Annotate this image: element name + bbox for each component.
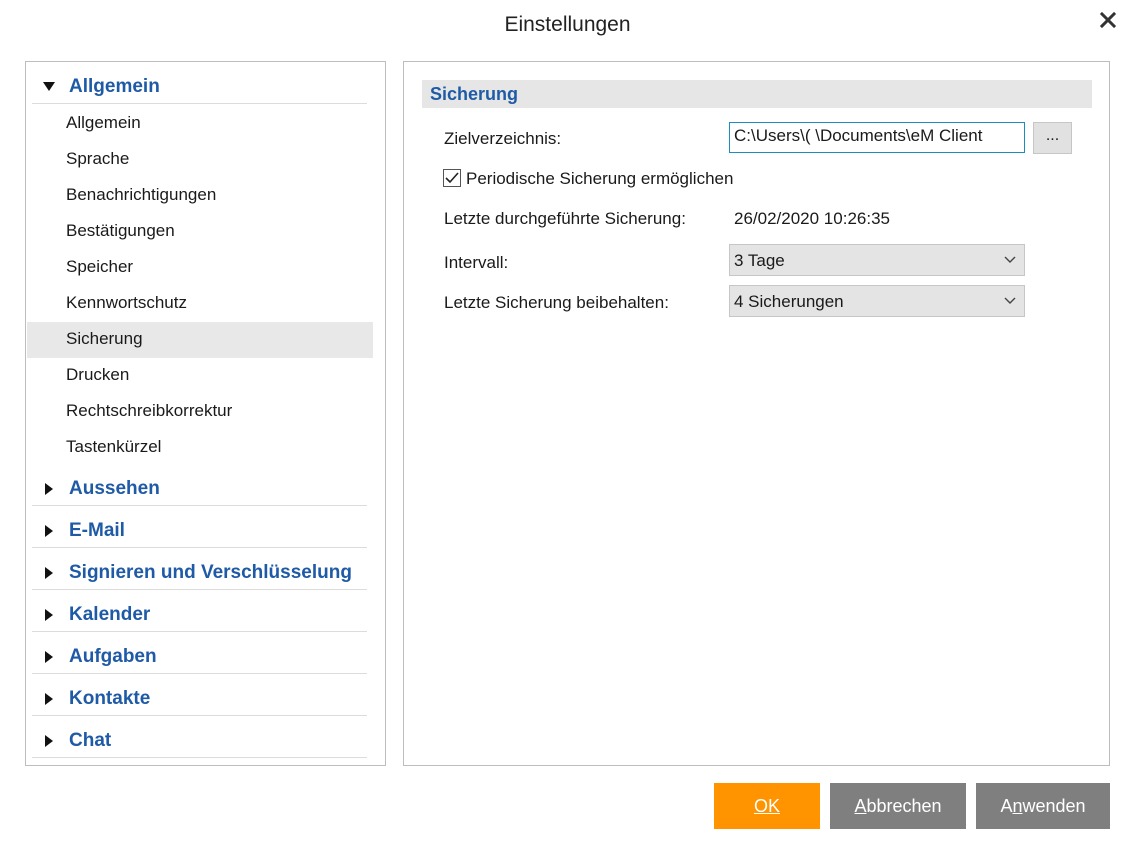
section-title: Sicherung: [430, 84, 519, 104]
cancel-mnemonic: A: [854, 795, 867, 816]
nav-item-bestaetigungen[interactable]: [27, 214, 373, 250]
nav-group-aussehen[interactable]: [32, 464, 367, 506]
ok-button[interactable]: [714, 783, 820, 829]
cancel-button[interactable]: [830, 783, 966, 829]
interval-value: 3 Tage: [734, 251, 785, 270]
interval-label: Intervall:: [444, 253, 509, 272]
nav-item-allgemein[interactable]: [27, 106, 373, 142]
target-dir-input[interactable]: C:\Users\( \Documents\eM Client: [729, 122, 1025, 153]
close-icon: [1100, 12, 1116, 28]
window-title: Einstellungen: [504, 13, 631, 36]
triangle-right-icon: [42, 524, 56, 538]
nav-item-sprache[interactable]: [27, 142, 373, 178]
keep-backups-label: Letzte Sicherung beibehalten:: [444, 293, 669, 312]
close-button[interactable]: [1097, 9, 1119, 31]
nav-item-label: Drucken: [66, 365, 130, 384]
apply-mnemonic: n: [1012, 795, 1023, 816]
nav-group-aufgaben[interactable]: [32, 632, 367, 674]
nav-item-sicherung[interactable]: [27, 322, 373, 358]
nav-item-drucken[interactable]: [27, 358, 373, 394]
nav-group-kalender[interactable]: [32, 590, 367, 632]
triangle-right-icon: [42, 650, 56, 664]
nav-item-label: Rechtschreibkorrektur: [66, 401, 233, 420]
nav-item-label: Speicher: [66, 257, 134, 276]
nav-item-label: Allgemein: [66, 113, 141, 132]
nav-group-label: E-Mail: [69, 520, 125, 541]
nav-item-kennwortschutz[interactable]: [27, 286, 373, 322]
nav-item-tastenkuerzel[interactable]: [27, 430, 373, 466]
periodic-backup-label[interactable]: Periodische Sicherung ermöglichen: [466, 169, 734, 188]
cancel-button-label: bbrechen: [866, 795, 942, 816]
apply-button-label: wenden: [1022, 795, 1086, 816]
ok-button-label: OK: [753, 795, 780, 816]
nav-group-label: Aufgaben: [69, 646, 157, 667]
settings-content-panel: [403, 61, 1110, 766]
nav-group-email[interactable]: [32, 506, 367, 548]
nav-item-label: Bestätigungen: [66, 221, 175, 240]
triangle-right-icon: [42, 734, 56, 748]
settings-nav-panel: [25, 61, 386, 766]
nav-item-label: Kennwortschutz: [66, 293, 187, 312]
triangle-right-icon: [42, 482, 56, 496]
nav-group-chat[interactable]: [32, 716, 367, 758]
nav-group-label: Allgemein: [69, 76, 160, 97]
title-bar: [0, 0, 1135, 50]
nav-item-speicher[interactable]: [27, 250, 373, 286]
triangle-right-icon: [42, 608, 56, 622]
section-header: [422, 80, 1092, 108]
nav-item-label: Sicherung: [66, 329, 143, 348]
last-backup-value: 26/02/2020 10:26:35: [734, 209, 890, 228]
interval-select[interactable]: [729, 244, 1025, 276]
apply-button[interactable]: [976, 783, 1110, 829]
nav-item-label: Tastenkürzel: [66, 437, 162, 456]
target-dir-label: Zielverzeichnis:: [444, 129, 562, 148]
nav-group-kontakte[interactable]: [32, 674, 367, 716]
triangle-right-icon: [42, 692, 56, 706]
nav-item-rechtschreibkorrektur[interactable]: [27, 394, 373, 430]
triangle-right-icon: [42, 566, 56, 580]
nav-item-label: Benachrichtigungen: [66, 185, 217, 204]
triangle-down-icon: [42, 80, 56, 94]
nav-group-label: Signieren und Verschlüsselung: [69, 562, 352, 583]
last-backup-label: Letzte durchgeführte Sicherung:: [444, 209, 686, 228]
nav-group-label: Kalender: [69, 604, 151, 625]
keep-backups-value: 4 Sicherungen: [734, 292, 844, 311]
browse-button[interactable]: ...: [1033, 122, 1072, 154]
nav-group-allgemein[interactable]: [32, 62, 367, 104]
chevron-down-icon: [1004, 296, 1016, 306]
keep-backups-select[interactable]: [729, 285, 1025, 317]
periodic-backup-checkbox[interactable]: [443, 169, 461, 187]
chevron-down-icon: [1004, 255, 1016, 265]
nav-group-signieren[interactable]: [32, 548, 367, 590]
nav-item-label: Sprache: [66, 149, 130, 168]
nav-group-label: Kontakte: [69, 688, 151, 709]
apply-prefix: A: [1000, 795, 1013, 816]
nav-group-label: Chat: [69, 730, 112, 751]
checkmark-icon: [445, 172, 459, 184]
nav-item-benachrichtigungen[interactable]: [27, 178, 373, 214]
nav-group-label: Aussehen: [69, 478, 160, 499]
